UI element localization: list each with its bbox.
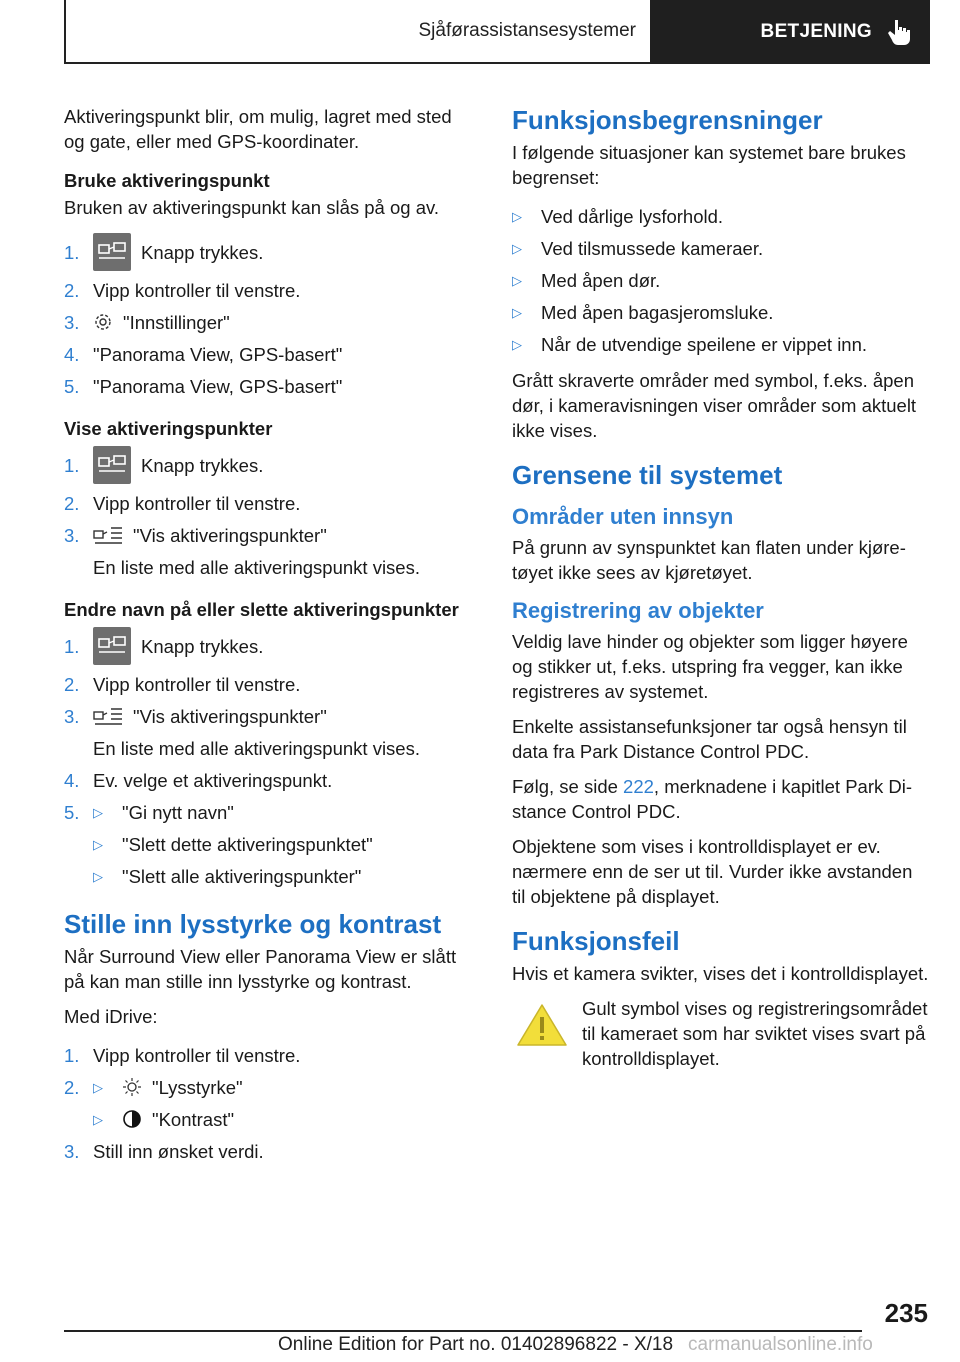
- step: 5. ▷ "Gi nytt navn": [64, 801, 234, 823]
- step: 2. Vipp kontroller til venstre.: [64, 492, 301, 514]
- use-heading: Bruke aktiveringspunkt: [64, 170, 270, 191]
- list-item: ▷ Med åpen dør.: [512, 269, 661, 291]
- triangle-bullet-icon: ▷: [512, 336, 522, 352]
- step: 1. Knapp trykkes.: [64, 624, 472, 668]
- camera-button-icon: [93, 446, 131, 484]
- step: 2. Vipp kontroller til venstre.: [64, 279, 301, 301]
- right-column: [512, 104, 930, 1071]
- intro-text: Aktiveringspunkt blir, om mulig, lagret med sted og gate, eller med GPS-koordinater.: [64, 106, 452, 152]
- camera-button-icon: [93, 627, 131, 665]
- limits-text: I følgende situasjoner kan systemet bare brukes begrenset:: [512, 142, 906, 188]
- step: 3. Still inn ønsket verdi.: [64, 1140, 264, 1162]
- step: 3. "Vis aktiveringspunkter": [64, 524, 327, 546]
- hand-pointer-icon: [886, 18, 912, 46]
- rename-heading: Endre navn på eller slette aktiveringspunkter: [64, 599, 459, 620]
- step: 4. Ev. velge et aktiveringspunkt.: [64, 769, 333, 791]
- step: 2. ▷ "Lysstyrke": [64, 1076, 243, 1098]
- idrive-text: Med iDrive:: [64, 1006, 158, 1027]
- step: 5. "Panorama View, GPS-basert": [64, 375, 343, 397]
- limits-after-text: Grått skraverte områder med symbol, f.eks. åpen dør, i kameravisningen viser områder som aktuelt ikke vises.: [512, 370, 917, 441]
- list-item: ▷ Ved dårlige lysforhold.: [512, 205, 724, 227]
- triangle-bullet-icon: ▷: [93, 1111, 103, 1127]
- show-steps: [64, 443, 472, 583]
- warning-triangle-icon: [516, 1002, 568, 1048]
- triangle-bullet-icon: ▷: [93, 1079, 103, 1095]
- sub-option: ▷ "Slett alle aktiveringspunkter": [93, 865, 362, 887]
- blind-text: På grunn av synspunktet kan flaten under kjøretøyet ikke sees av kjøretøyet.: [512, 537, 906, 583]
- step: 3. "Innstillinger": [64, 311, 230, 333]
- step: 2. Vipp kontroller til venstre.: [64, 673, 301, 695]
- reference-text: Følg, se side 222, merknadene i kapitlet Park Distance Control PDC.: [512, 776, 913, 822]
- limits-heading: Funksjonsbegrensninger: [512, 105, 823, 135]
- left-column: [64, 104, 472, 1175]
- show-heading: Vise aktiveringspunkter: [64, 418, 273, 439]
- step: 1. Knapp trykkes.: [64, 230, 472, 274]
- fault-text: Hvis et kamera svikter, vises det i kontrolldisplayet.: [512, 963, 929, 984]
- use-text: Bruken av aktiveringspunkt kan slås på og av.: [64, 197, 440, 218]
- chapter-title: BETJENING: [760, 21, 872, 42]
- assist-text: Enkelte assistansefunksjoner tar også hensyn til data fra Park Distance Control PDC.: [512, 716, 907, 762]
- step-note: En liste med alle aktiveringspunkt vises.: [93, 556, 420, 578]
- rename-steps: [64, 624, 472, 892]
- step: 4. "Panorama View, GPS-basert": [64, 343, 343, 365]
- limits-list: [512, 200, 930, 360]
- brightness-heading: Stille inn lysstyrke og kontrast: [64, 909, 442, 939]
- gear-icon: [93, 312, 113, 332]
- warning-box: [512, 996, 930, 1071]
- section-title: Sjåførassistansesystemer: [64, 0, 650, 64]
- page-number: 235: [884, 1298, 928, 1328]
- camera-button-icon: [93, 233, 131, 271]
- brightness-icon: [122, 1077, 142, 1097]
- list-item: ▷ Med åpen bagasjeromsluke.: [512, 301, 774, 323]
- step-note: En liste med alle aktiveringspunkt vises.: [93, 737, 420, 759]
- system-heading: Grensene til systemet: [512, 460, 783, 490]
- page-header: [64, 0, 930, 64]
- triangle-bullet-icon: ▷: [93, 804, 103, 820]
- warning-text: Gult symbol vises og registreringsområdet til kameraet som har sviktet vises svart på kontrolldisplayet.: [582, 998, 928, 1069]
- footer-divider: [64, 1330, 862, 1332]
- list-item: ▷ Ved tilsmussede kameraer.: [512, 237, 764, 259]
- contrast-icon: [122, 1109, 142, 1129]
- triangle-bullet-icon: ▷: [93, 868, 103, 884]
- brightness-text: Når Surround View eller Panorama View er slått på kan man stille inn lysstyrke og kontrast.: [64, 946, 457, 992]
- watermark: carmanualsonline.info: [688, 1334, 873, 1355]
- use-steps: [64, 230, 472, 402]
- list-item: ▷ Når de utvendige speilene er vippet inn.: [512, 333, 868, 355]
- triangle-bullet-icon: ▷: [512, 208, 522, 224]
- fault-heading: Funksjonsfeil: [512, 926, 680, 956]
- step: 3. "Vis aktiveringspunkter": [64, 705, 327, 727]
- edition-text: Online Edition for Part no. 01402896822 - X/18: [278, 1334, 674, 1355]
- triangle-bullet-icon: ▷: [512, 240, 522, 256]
- triangle-bullet-icon: ▷: [512, 272, 522, 288]
- registration-text: Veldig lave hinder og objekter som ligger høyere og stikker ut, f.eks. utspring fra vegger, kan ikke registreres av systemet.: [512, 631, 908, 702]
- triangle-bullet-icon: ▷: [93, 836, 103, 852]
- list-points-icon: [93, 525, 123, 545]
- blind-heading: Områder uten innsyn: [512, 504, 734, 529]
- step: 1. Knapp trykkes.: [64, 443, 472, 487]
- triangle-bullet-icon: ▷: [512, 304, 522, 320]
- sub-option: ▷ "Kontrast": [93, 1108, 235, 1130]
- brightness-steps: [64, 1039, 472, 1167]
- sub-option: ▷ "Slett dette aktiveringspunktet": [93, 833, 373, 855]
- registration-heading: Registrering av objekter: [512, 598, 764, 623]
- chapter-tab: [650, 0, 930, 64]
- page-link[interactable]: 222: [623, 776, 654, 797]
- objects-text: Objektene som vises i kontrolldisplayet er ev. nærmere enn de ser ut til. Vurder ikke avstanden til objektene på displayet.: [512, 836, 913, 907]
- list-points-icon: [93, 706, 123, 726]
- step: 1. Vipp kontroller til venstre.: [64, 1044, 301, 1066]
